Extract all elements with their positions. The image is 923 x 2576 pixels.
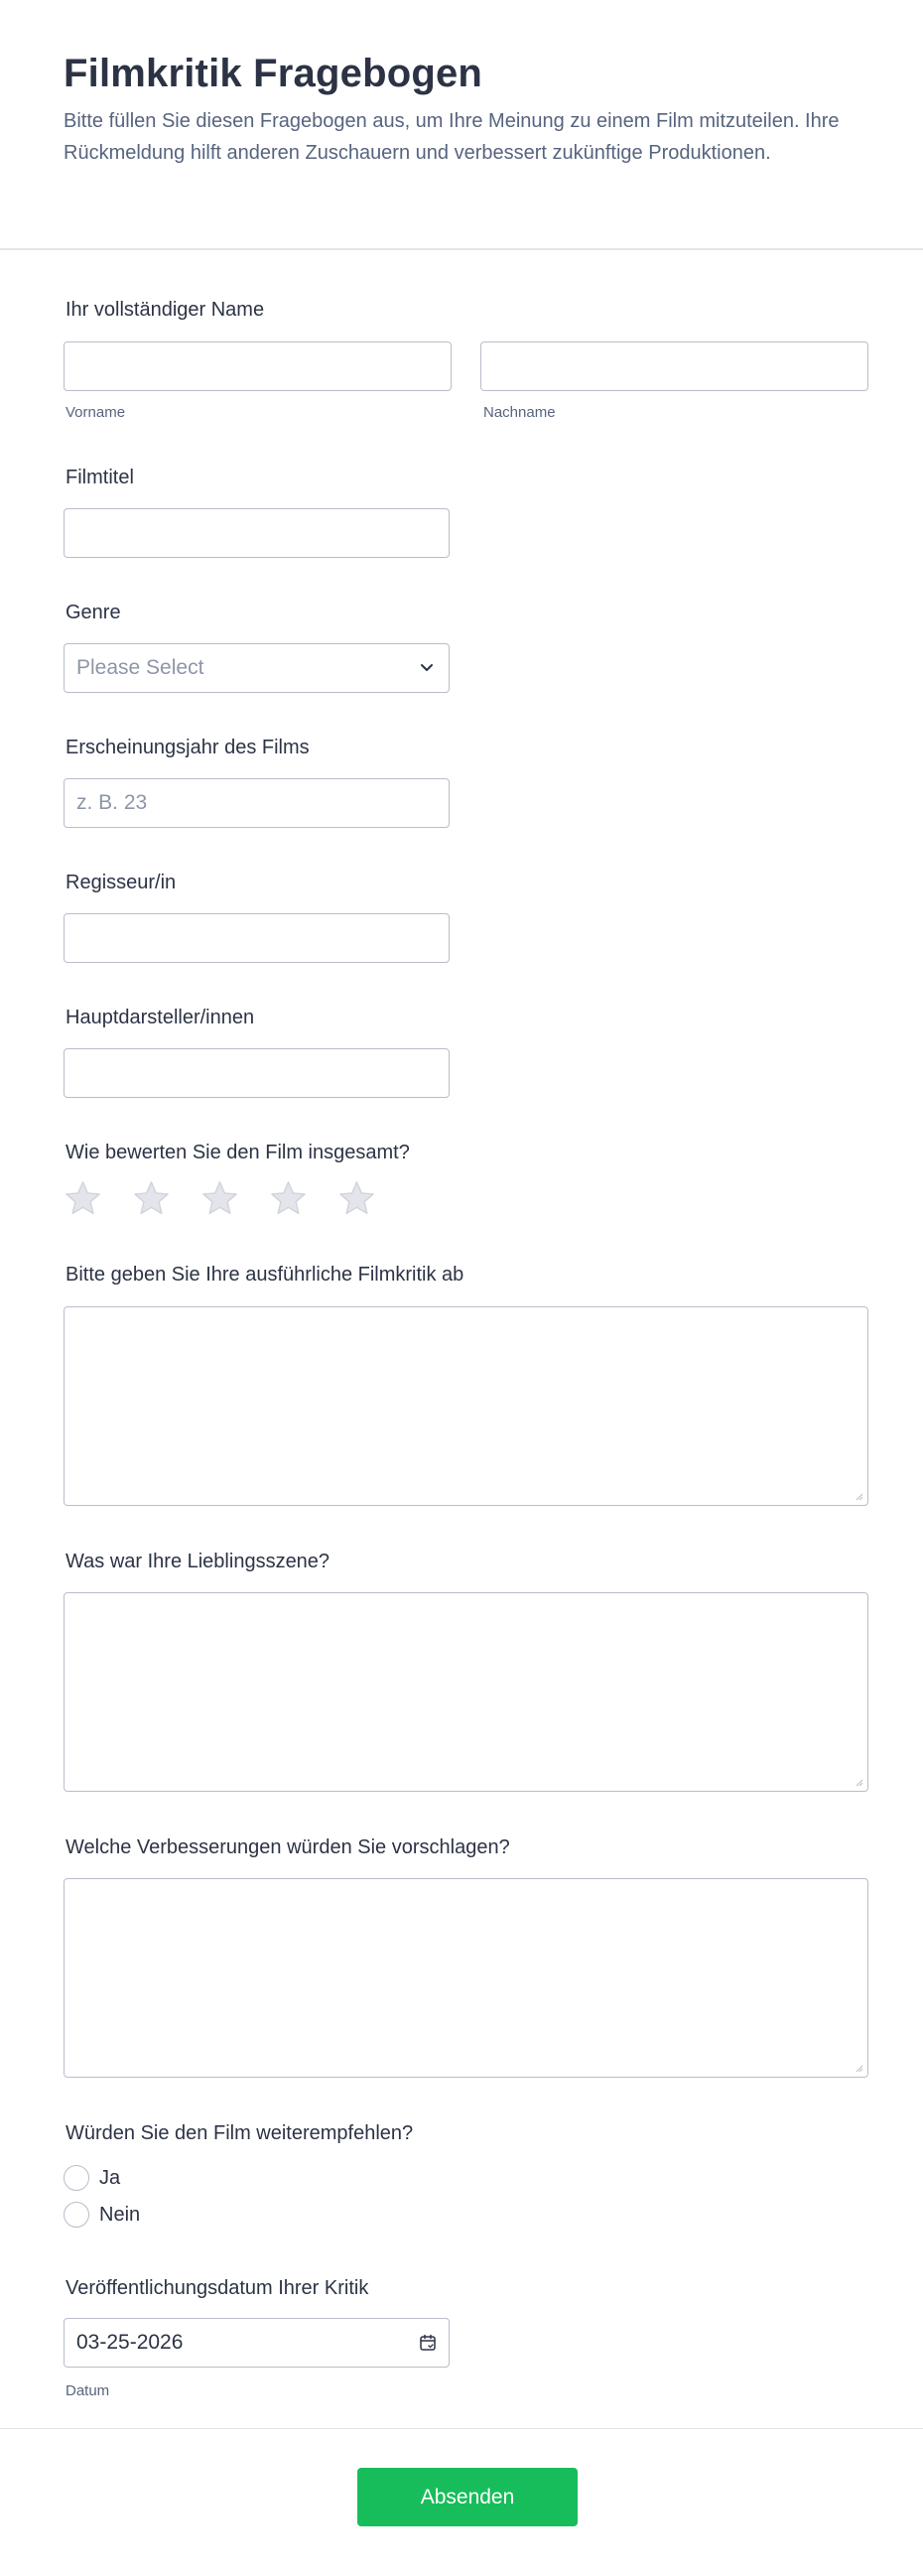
resize-grip-icon[interactable]: [854, 1777, 863, 1787]
star-icon[interactable]: [132, 1179, 171, 1218]
improvements-textarea[interactable]: [64, 1878, 868, 2078]
review-label: Bitte geben Sie Ihre ausführliche Filmkritik ab: [66, 1264, 464, 1286]
radio-label: Nein: [99, 2203, 141, 2226]
form-header: [0, 0, 923, 250]
radio-option-ja[interactable]: [64, 2165, 120, 2191]
release-year-input[interactable]: [64, 778, 450, 828]
recommend-label: Würden Sie den Film weiterempfehlen?: [66, 2122, 414, 2144]
improvements-label: Welche Verbesserungen würden Sie vorschlagen?: [66, 1836, 510, 1858]
main-cast-input[interactable]: [64, 1048, 450, 1098]
footer-divider: [0, 2428, 923, 2429]
resize-grip-icon[interactable]: [854, 1491, 863, 1501]
radio-option-nein[interactable]: [64, 2202, 140, 2228]
publish-date-label: Veröffentlichungsdatum Ihrer Kritik: [66, 2277, 369, 2299]
review-textarea[interactable]: [64, 1306, 868, 1506]
resize-grip-icon[interactable]: [854, 2063, 863, 2073]
form-subtitle: Bitte füllen Sie diesen Fragebogen aus, um Ihre Meinung zu einem Film mitzuteilen. Ihre Rückmeldung hilft anderen Zuschauern und verbessert zukünftige Produktionen.: [64, 110, 840, 164]
last-name-input[interactable]: [480, 341, 868, 391]
radio-button[interactable]: [64, 2202, 89, 2228]
star-rating: [64, 1179, 376, 1218]
name-label: Ihr vollständiger Name: [66, 299, 265, 321]
director-label: Regisseur/in: [66, 872, 177, 893]
star-icon[interactable]: [269, 1179, 308, 1218]
star-icon[interactable]: [337, 1179, 376, 1218]
release-year-label: Erscheinungsjahr des Films: [66, 737, 310, 758]
form-title: Filmkritik Fragebogen: [64, 52, 483, 95]
star-icon[interactable]: [64, 1179, 102, 1218]
genre-select[interactable]: [64, 643, 450, 693]
last-name-sublabel: Nachname: [483, 404, 556, 421]
director-input[interactable]: [64, 913, 450, 963]
submit-button[interactable]: Absenden: [357, 2468, 578, 2526]
film-title-input[interactable]: [64, 508, 450, 558]
radio-label: Ja: [99, 2166, 121, 2189]
main-cast-label: Hauptdarsteller/innen: [66, 1007, 255, 1028]
publish-date-sublabel: Datum: [66, 2382, 110, 2399]
favorite-scene-textarea[interactable]: [64, 1592, 868, 1792]
chevron-down-icon: [417, 658, 437, 678]
first-name-sublabel: Vorname: [66, 404, 126, 421]
publish-date-input[interactable]: [64, 2318, 450, 2368]
film-title-label: Filmtitel: [66, 467, 134, 488]
rating-label: Wie bewerten Sie den Film insgesamt?: [66, 1142, 410, 1163]
publish-date-value: 03-25-2026: [76, 2331, 184, 2354]
genre-select-placeholder: Please Select: [76, 656, 204, 679]
first-name-input[interactable]: [64, 341, 452, 391]
favorite-scene-label: Was war Ihre Lieblingsszene?: [66, 1551, 330, 1572]
calendar-icon[interactable]: [419, 2334, 437, 2352]
star-icon[interactable]: [200, 1179, 239, 1218]
radio-button[interactable]: [64, 2165, 89, 2191]
genre-label: Genre: [66, 602, 121, 623]
